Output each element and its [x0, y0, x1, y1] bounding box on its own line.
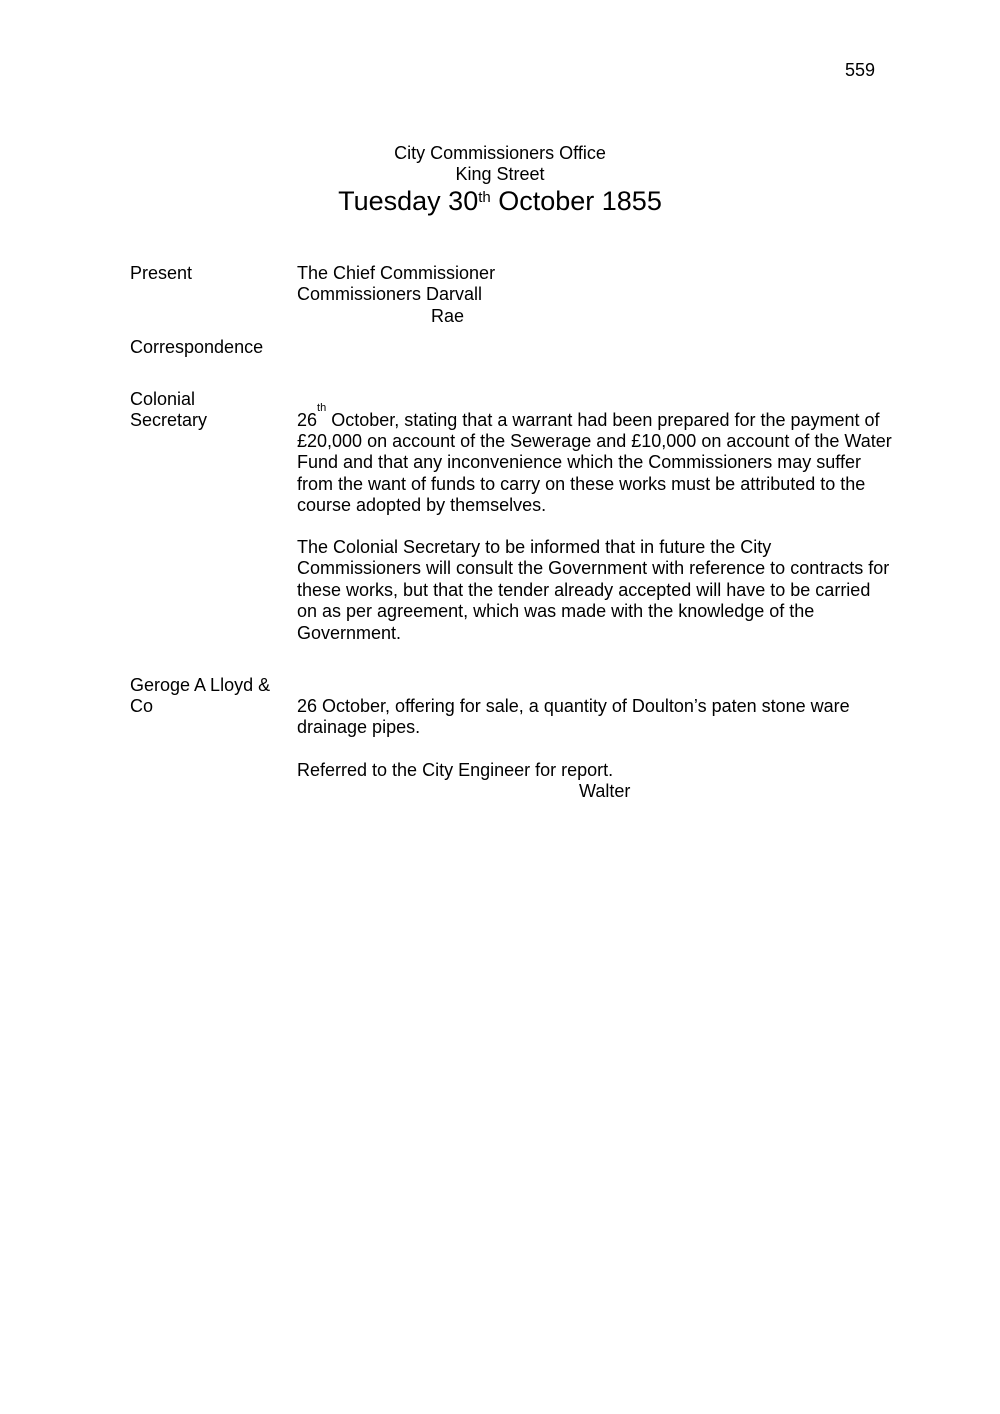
street-heading: King Street: [455, 164, 545, 184]
colonial-letter-first-line: [297, 402, 922, 432]
lloyd-letter-line: 26 October, offering for sale, a quantity of Doulton’s paten stone ware: [297, 696, 850, 716]
meeting-date: [0, 184, 1000, 218]
letter-day: 26: [297, 410, 318, 430]
date-ordinal: th: [478, 189, 491, 206]
office-heading: City Commissioners Office: [394, 143, 606, 163]
colonial-resolution-line: Commissioners will consult the Government with reference to contracts for: [297, 558, 890, 578]
colonial-letter-line: course adopted by themselves.: [297, 495, 547, 515]
colonial-letter-line: £20,000 on account of the Sewerage and £10,000 on account of the Water: [297, 431, 892, 451]
lloyd-label-line: Geroge A Lloyd &: [130, 675, 271, 695]
colonial-label-line: Secretary: [130, 410, 208, 430]
present-indented: Rae: [431, 306, 465, 326]
signature: Walter: [579, 781, 631, 801]
lloyd-label-line: Co: [130, 696, 154, 716]
colonial-resolution-line: Government.: [297, 623, 402, 643]
colonial-letter-line: from the want of funds to carry on these works must be attributed to the: [297, 474, 866, 494]
present-label: Present: [130, 263, 193, 283]
date-suffix: October 1855: [490, 186, 662, 216]
colonial-resolution-line: these works, but that the tender already accepted will have to be carried: [297, 580, 871, 600]
letter-day-ordinal: th: [317, 402, 327, 414]
colonial-label-line: Colonial: [130, 389, 196, 409]
colonial-resolution-line: on as per agreement, which was made with the knowledge of the: [297, 601, 815, 621]
colonial-resolution-line: The Colonial Secretary to be informed that in future the City: [297, 537, 772, 557]
letter-first-line-rest: October, stating that a warrant had been prepared for the payment of: [326, 410, 880, 430]
colonial-letter-line: Fund and that any inconvenience which the Commissioners may suffer: [297, 452, 861, 472]
page-number: 559: [845, 60, 876, 80]
lloyd-letter-line: drainage pipes.: [297, 717, 421, 737]
lloyd-resolution: Referred to the City Engineer for report.: [297, 760, 614, 780]
correspondence-label: Correspondence: [130, 337, 264, 357]
date-prefix: Tuesday 30: [338, 186, 479, 216]
present-line: Commissioners Darvall: [297, 284, 483, 304]
present-line: The Chief Commissioner: [297, 263, 496, 283]
